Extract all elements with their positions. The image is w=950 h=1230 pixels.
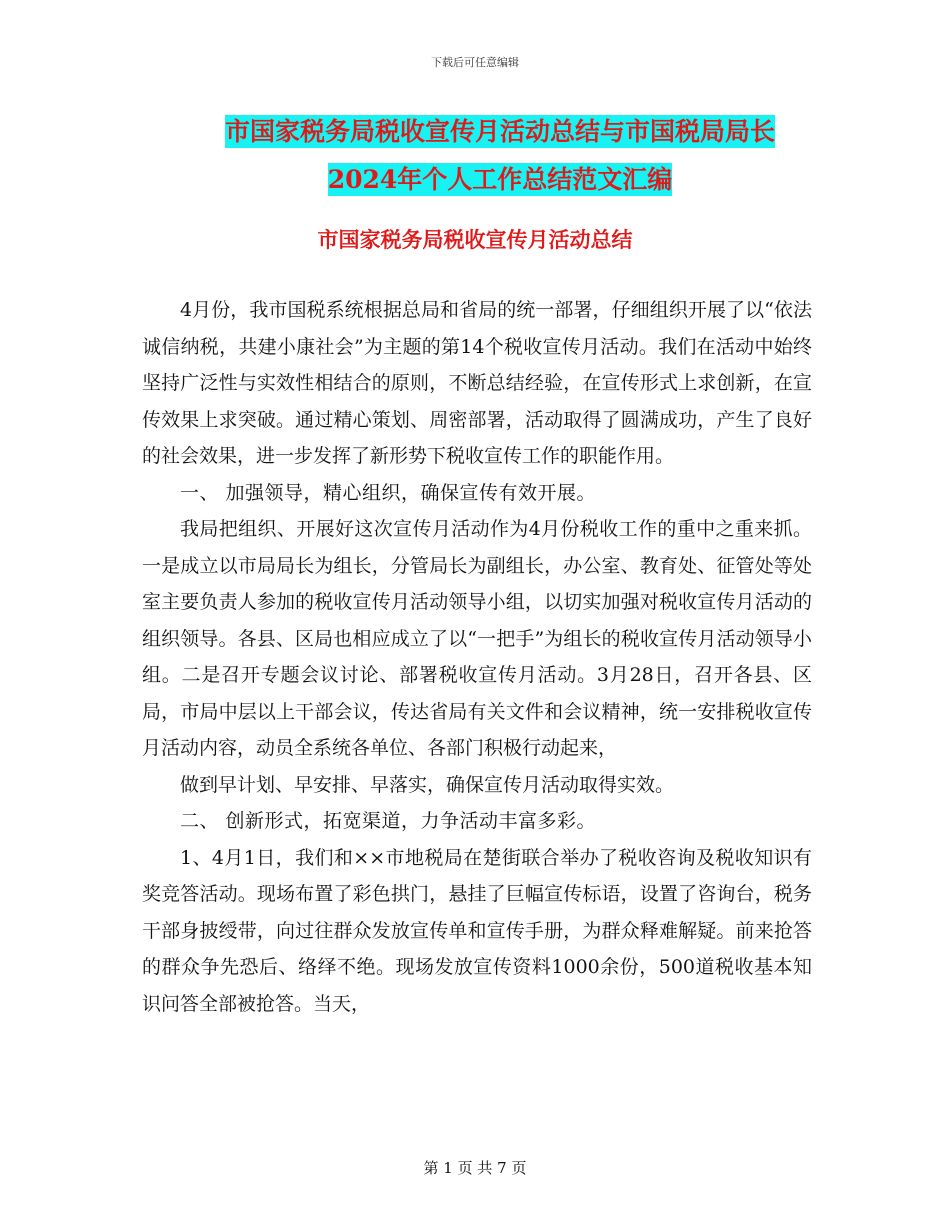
body-section-heading: 二、 创新形式，拓宽渠道，力争活动丰富多彩。 <box>180 810 597 832</box>
page-header-note: 下载后可任意编辑 <box>431 56 519 69</box>
document-title-line-1: 市国家税务局税收宣传月活动总结与市国税局局长 <box>224 117 775 146</box>
document-title <box>120 108 880 204</box>
document-body <box>142 292 812 1022</box>
document-title-line-2: 2024年个人工作总结范文汇编 <box>327 165 673 194</box>
body-section-heading: 一、 加强领导，精心组织，确保宣传有效开展。 <box>180 481 597 504</box>
body-paragraph: 我局把组织、开展好这次宣传月活动作为4月份税收工作的重中之重来抓。一是成立以市局局长为组长，分管局长为副组长，办公室、教育处、征管处等处室主要负责人参加的税收宣传月活动领导小组，以切实加强对税收宣传月活动的组织领导。各县、区局也相应成立了以“一把手”为组长的税收宣传月活动领导小组。二是召开专题会议讨论、部署税收宣传月活动。3月28日，召开各县、区局，市局中层以上干部会议，传达省局有关文件和会议精神，统一安排税收宣传月活动内容，动员全系统各单位、各部门积极行动起来， <box>142 518 812 759</box>
section-title: 市国家税务局税收宣传月活动总结 <box>317 227 633 252</box>
body-paragraph: 4月份，我市国税系统根据总局和省局的统一部署，仔细组织开展了以“依法诚信纳税，共建小康社会”为主题的第14个税收宣传月活动。我们在活动中始终坚持广泛性与实效性相结合的原则，不断总结经验，在宣传形式上求创新，在宣传效果上求突破。通过精心策划、周密部署，活动取得了圆满成功，产生了良好的社会效果，进一步发挥了新形势下税收宣传工作的职能作用。 <box>142 299 812 467</box>
page-number-footer: 第 1 页 共 7 页 <box>423 1159 527 1177</box>
body-paragraph: 做到早计划、早安排、早落实，确保宣传月活动取得实效。 <box>180 773 675 796</box>
body-paragraph: 1、4月1日，我们和××市地税局在楚街联合举办了税收咨询及税收知识有奖竞答活动。现场布置了彩色拱门，悬挂了巨幅宣传标语，设置了咨询台，税务干部身披绶带，向过往群众发放宣传单和宣传手册，为群众释难解疑。前来抢答的群众争先恐后、络绎不绝。现场发放宣传资料1000余份，500道税收基本知识问答全部被抢答。当天， <box>142 846 812 1015</box>
